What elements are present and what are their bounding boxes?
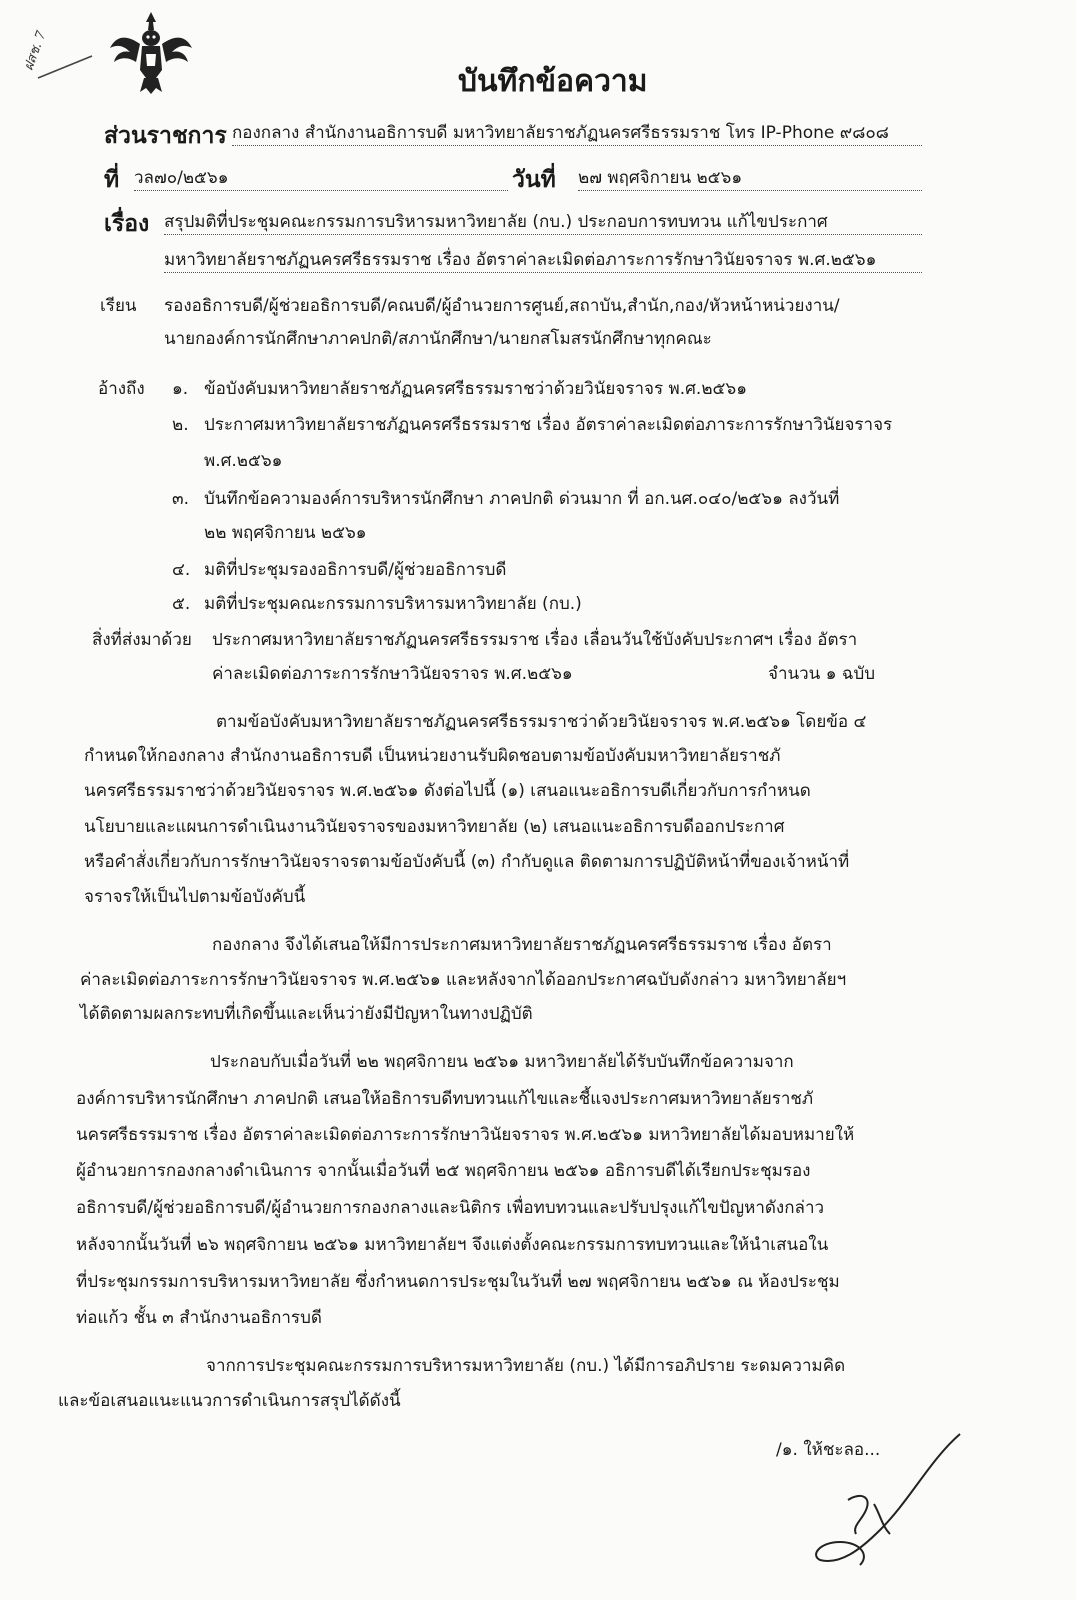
to-line: รองอธิการบดี/ผู้ช่วยอธิการบดี/คณบดี/ผู้อำนวยการศูนย์,สถาบัน,สำนัก,กอง/หัวหน้าหน่วยงาน/ <box>164 296 840 316</box>
reference-number: ๒. <box>172 415 189 435</box>
garuda-emblem <box>106 8 196 98</box>
body-line: ผู้อำนวยการกองกลางดำเนินการ จากนั้นเมื่อวันที่ ๒๕ พฤศจิกายน ๒๕๖๑ อธิการบดีได้เรียกประชุมรอง <box>76 1161 811 1181</box>
document-title: บันทึกข้อความ <box>458 64 648 99</box>
subject-line: สรุปมติที่ประชุมคณะกรรมการบริหารมหาวิทยาลัย (กบ.) ประกอบการทบทวน แก้ไขประกาศ <box>164 210 922 235</box>
reference-text: มติที่ประชุมรองอธิการบดี/ผู้ช่วยอธิการบดี <box>204 560 507 580</box>
body-line: นครศรีธรรมราชว่าด้วยวินัยจราจร พ.ศ.๒๕๖๑ ดังต่อไปนี้ (๑) เสนอแนะอธิการบดีเกี่ยวกับการกำหนด <box>84 781 811 801</box>
reference-number: ๑. <box>172 379 189 399</box>
body-line: องค์การบริหารนักศึกษา ภาคปกติ เสนอให้อธิการบดีทบทวนแก้ไขและชี้แจงประกาศมหาวิทยาลัยราชภั <box>76 1089 814 1109</box>
enclosure-text: ค่าละเมิดต่อภาระการรักษาวินัยจราจร พ.ศ.๒๕๖๑ <box>212 664 573 684</box>
reference-number: ๕. <box>172 594 191 614</box>
body-line: ท่อแก้ว ชั้น ๓ สำนักงานอธิการบดี <box>76 1308 322 1328</box>
reference-text: ประกาศมหาวิทยาลัยราชภัฏนครศรีธรรมราช เรื่อง อัตราค่าละเมิดต่อภาระการรักษาวินัยจราจร <box>204 415 893 435</box>
body-line: หรือคำสั่งเกี่ยวกับการรักษาวินัยจราจรตามข้อบังคับนี้ (๓) กำกับดูแล ติดตามการปฏิบัติหน้าที่ของเจ้าหน้าที่ <box>84 852 850 872</box>
body-line: จากการประชุมคณะกรรมการบริหารมหาวิทยาลัย (กบ.) ได้มีการอภิปราย ระดมความคิด <box>206 1356 846 1376</box>
enclosure-quantity: จำนวน ๑ ฉบับ <box>768 664 876 684</box>
body-line: นโยบายและแผนการดำเนินงานวินัยจราจรของมหาวิทยาลัย (๒) เสนอแนะอธิการบดีออกประกาศ <box>84 817 785 837</box>
date-label: วันที่ <box>512 167 556 193</box>
continuation-text: /๑. ให้ชะลอ... <box>776 1440 881 1460</box>
agency-label: ส่วนราชการ <box>104 123 227 149</box>
reference-text: มติที่ประชุมคณะกรรมการบริหารมหาวิทยาลัย (กบ.) <box>204 594 582 614</box>
body-line: จราจรให้เป็นไปตามข้อบังคับนี้ <box>84 887 306 907</box>
handwritten-corner-note: ฝสช. 7 <box>21 29 50 73</box>
body-line: กองกลาง จึงได้เสนอให้มีการประกาศมหาวิทยาลัยราชภัฏนครศรีธรรมราช เรื่อง อัตรา <box>212 935 832 955</box>
to-label: เรียน <box>100 296 137 316</box>
handwritten-stroke <box>36 52 96 82</box>
body-line: ที่ประชุมกรรมการบริหารมหาวิทยาลัย ซึ่งกำหนดการประชุมในวันที่ ๒๗ พฤศจิกายน ๒๕๖๑ ณ ห้องประชุม <box>76 1272 840 1292</box>
reference-text: ข้อบังคับมหาวิทยาลัยราชภัฏนครศรีธรรมราชว่าด้วยวินัยจราจร พ.ศ.๒๕๖๑ <box>204 379 747 399</box>
to-line: นายกองค์การนักศึกษาภาคปกติ/สภานักศึกษา/นายกสโมสรนักศึกษาทุกคณะ <box>164 329 712 349</box>
ref-value: วล๗๐/๒๕๖๑ <box>134 166 508 191</box>
body-line: กำหนดให้กองกลาง สำนักงานอธิการบดี เป็นหน่วยงานรับผิดชอบตามข้อบังคับมหาวิทยาลัยราชภั <box>84 746 781 766</box>
body-line: อธิการบดี/ผู้ช่วยอธิการบดี/ผู้อำนวยการกองกลางและนิติกร เพื่อทบทวนและปรับปรุงแก้ไขปัญหาดังกล่าว <box>76 1198 825 1218</box>
reference-text: ๒๒ พฤศจิกายน ๒๕๖๑ <box>204 523 367 543</box>
subject-line: มหาวิทยาลัยราชภัฏนครศรีธรรมราช เรื่อง อัตราค่าละเมิดต่อภาระการรักษาวินัยจราจร พ.ศ.๒๕๖๑ <box>164 248 922 273</box>
body-line: ประกอบกับเมื่อวันที่ ๒๒ พฤศจิกายน ๒๕๖๑ มหาวิทยาลัยได้รับบันทึกข้อความจาก <box>210 1052 794 1072</box>
date-value: ๒๗ พฤศจิกายน ๒๕๖๑ <box>578 166 922 191</box>
body-line: และข้อเสนอแนะแนวการดำเนินการสรุปได้ดังนี้ <box>58 1391 401 1411</box>
reference-text: บันทึกข้อความองค์การบริหารนักศึกษา ภาคปกติ ด่วนมาก ที่ อก.นศ.๐๔๐/๒๕๖๑ ลงวันที่ <box>204 489 840 509</box>
agency-value: กองกลาง สำนักงานอธิการบดี มหาวิทยาลัยราชภัฏนครศรีธรรมราช โทร IP-Phone ๙๘๐๘ <box>232 121 922 146</box>
enclosure-label: สิ่งที่ส่งมาด้วย <box>92 630 192 650</box>
reference-number: ๔. <box>172 560 191 580</box>
enclosure-text: ประกาศมหาวิทยาลัยราชภัฏนครศรีธรรมราช เรื่อง เลื่อนวันใช้บังคับประกาศฯ เรื่อง อัตรา <box>212 630 858 650</box>
body-line: ได้ติดตามผลกระทบที่เกิดขึ้นและเห็นว่ายังมีปัญหาในทางปฏิบัติ <box>80 1004 533 1024</box>
body-line: นครศรีธรรมราช เรื่อง อัตราค่าละเมิดต่อภาระการรักษาวินัยจราจร พ.ศ.๒๕๖๑ มหาวิทยาลัยได้มอบหมายให้ <box>76 1125 855 1145</box>
body-line: ตามข้อบังคับมหาวิทยาลัยราชภัฏนครศรีธรรมราชว่าด้วยวินัยจราจร พ.ศ.๒๕๖๑ โดยข้อ ๔ <box>216 712 867 732</box>
body-line: ค่าละเมิดต่อภาระการรักษาวินัยจราจร พ.ศ.๒๕๖๑ และหลังจากได้ออกประกาศฉบับดังกล่าว มหาวิทยาลัยฯ <box>80 970 847 990</box>
signature <box>800 1430 970 1580</box>
ref-label: ที่ <box>104 167 120 193</box>
reference-number: ๓. <box>172 489 190 509</box>
references-label: อ้างถึง <box>98 379 145 399</box>
body-line: หลังจากนั้นวันที่ ๒๖ พฤศจิกายน ๒๕๖๑ มหาวิทยาลัยฯ จึงแต่งตั้งคณะกรรมการทบทวนและให้นำเสนอใน <box>76 1235 829 1255</box>
subject-label: เรื่อง <box>104 211 150 237</box>
reference-text: พ.ศ.๒๕๖๑ <box>204 451 283 471</box>
